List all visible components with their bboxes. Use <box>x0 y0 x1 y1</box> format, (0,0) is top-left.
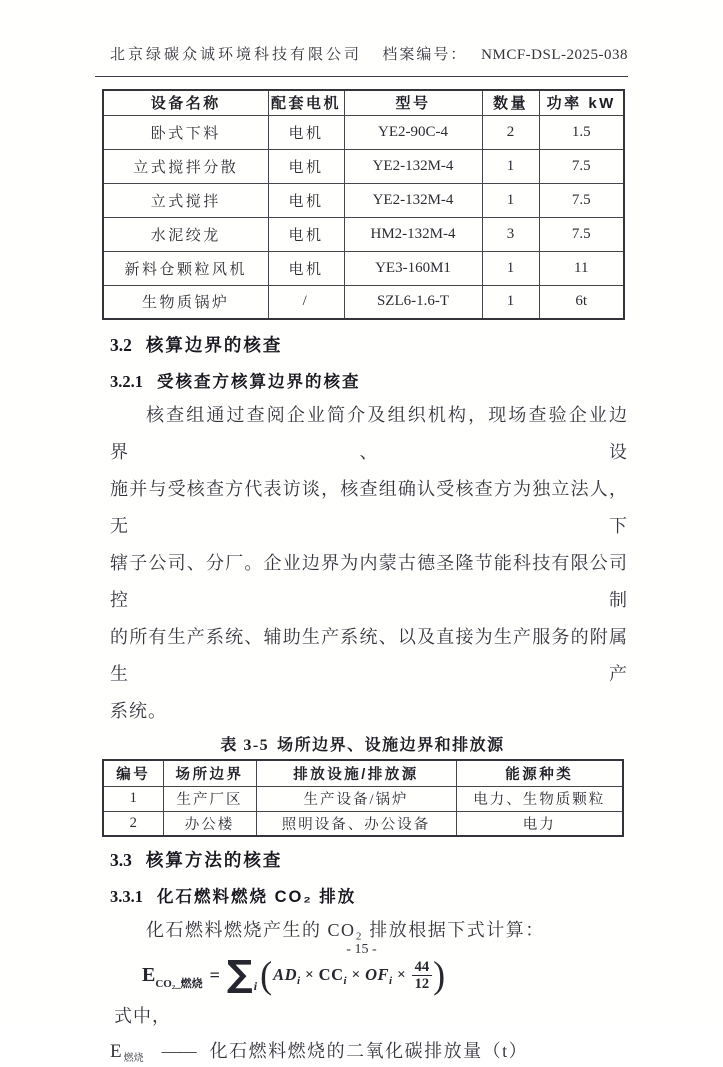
table-cell: 电机 <box>268 217 344 251</box>
formula-lhs <box>142 963 203 990</box>
equipment-table-header-row <box>103 90 624 115</box>
column-header: 设备名称 <box>103 90 268 115</box>
page-header <box>110 45 628 65</box>
formula-lhs-symbol: E <box>142 963 156 986</box>
table-cell: 立式搅拌分散 <box>103 149 268 183</box>
table-cell: 2 <box>103 811 163 836</box>
table-cell: 1 <box>103 786 163 811</box>
column-header: 场所边界 <box>163 760 256 786</box>
table-cell: 办公楼 <box>163 811 256 836</box>
section-number: 3.3 <box>110 850 132 870</box>
formula-term-ad <box>273 965 300 985</box>
header-rule <box>95 76 628 77</box>
table-row <box>103 251 624 285</box>
file-number-value: NMCF-DSL-2025-038 <box>481 47 628 63</box>
table-row <box>103 183 624 217</box>
table-cell: 照明设备、办公设备 <box>256 811 456 836</box>
table-cell: 1 <box>482 183 539 217</box>
page-number: - 15 - <box>346 942 377 957</box>
table-row <box>103 149 624 183</box>
section-number: 3.3.1 <box>110 887 143 906</box>
symbol-definition-line <box>110 1039 628 1067</box>
table-cell: YE2-132M-4 <box>344 149 482 183</box>
table-cell: 电机 <box>268 183 344 217</box>
section-heading-3-2 <box>110 334 628 356</box>
table-row <box>103 217 624 251</box>
paragraph-line: 辖子公司、分厂。企业边界为内蒙古德圣隆节能科技有限公司控制 <box>110 553 628 610</box>
table-cell: 电力 <box>456 811 623 836</box>
equipment-table-body <box>103 115 624 319</box>
table-cell: 7.5 <box>539 183 624 217</box>
table-cell: 1 <box>482 149 539 183</box>
definition-dash: —— <box>161 1041 196 1061</box>
section-heading-3-3-1 <box>110 886 628 908</box>
multiply-sign: × <box>305 966 314 983</box>
equipment-table <box>102 89 625 320</box>
table-cell: / <box>268 285 344 319</box>
table-row <box>103 786 623 811</box>
section-number: 3.2 <box>110 335 132 355</box>
table-cell: 电力、生物质颗粒 <box>456 786 623 811</box>
definition-symbol-subscript: 燃烧 <box>123 1053 144 1064</box>
table-cell: 电机 <box>268 251 344 285</box>
paragraph-line: 的所有生产系统、辅助生产系统、以及直接为生产服务的附属生产 <box>110 627 628 684</box>
header-company-name: 北京绿碳众诚环境科技有限公司 <box>110 47 363 63</box>
table-cell: 生物质锅炉 <box>103 285 268 319</box>
table-cell: 1 <box>482 285 539 319</box>
section-number: 3.2.1 <box>110 372 143 391</box>
fraction-numerator: 44 <box>412 959 433 976</box>
table-row <box>103 811 623 836</box>
paragraph-line: 施并与受核查方代表访谈，核查组确认受核查方为独立法人，无下 <box>110 479 628 536</box>
section-title: 核算边界的核查 <box>145 335 283 355</box>
boundary-table-head <box>103 760 623 786</box>
definition-symbol: E <box>110 1041 122 1062</box>
sigma-index: i <box>253 979 258 993</box>
formula-intro-text: 化石燃料燃烧产生的 CO₂ 排放根据下式计算： <box>146 920 545 940</box>
fraction-denominator: 12 <box>414 975 430 992</box>
boundary-verification-paragraph <box>110 397 628 730</box>
term-subscript: i <box>297 975 301 987</box>
summation-symbol <box>226 954 259 995</box>
section-heading-3-2-1 <box>110 371 628 393</box>
close-paren: ) <box>433 954 446 996</box>
file-number-label: 档案编号： <box>382 47 468 63</box>
section-title: 核算方法的核查 <box>145 850 283 870</box>
boundary-table-body <box>103 786 623 836</box>
section-heading-3-3 <box>110 849 628 871</box>
table-cell: 7.5 <box>539 217 624 251</box>
sigma-glyph: ∑ <box>226 954 253 995</box>
table-3-5-caption <box>102 736 623 756</box>
table-cell: 立式搅拌 <box>103 183 268 217</box>
table-cell: 卧式下料 <box>103 115 268 149</box>
table-cell: HM2-132M-4 <box>344 217 482 251</box>
column-header: 编号 <box>103 760 163 786</box>
multiply-sign: × <box>351 966 361 983</box>
open-paren: ( <box>260 954 273 996</box>
table-cell: 1.5 <box>539 115 624 149</box>
table-cell: 7.5 <box>539 149 624 183</box>
table-cell: SZL6-1.6-T <box>344 285 482 319</box>
column-header: 型号 <box>344 90 482 115</box>
table-cell: YE2-90C-4 <box>344 115 482 149</box>
table-cell: 电机 <box>268 149 344 183</box>
table-cell: 11 <box>539 251 624 285</box>
column-header: 配套电机 <box>268 90 344 115</box>
section-title: 化石燃料燃烧 CO₂ 排放 <box>157 888 357 906</box>
table-caption-title: 场所边界、设施边界和排放源 <box>277 737 505 754</box>
equipment-table-head <box>103 90 624 115</box>
multiply-sign: × <box>397 966 406 983</box>
table-cell: 生产厂区 <box>163 786 256 811</box>
boundary-emission-table <box>102 759 624 837</box>
table-cell: 2 <box>482 115 539 149</box>
file-number <box>382 45 628 65</box>
table-cell: 电机 <box>268 115 344 149</box>
term-base: AD <box>273 965 298 984</box>
where-label: 式中， <box>114 1006 171 1026</box>
table-cell: 生产设备/锅炉 <box>256 786 456 811</box>
column-header: 排放设施/排放源 <box>256 760 456 786</box>
formula-term-cc <box>319 965 347 985</box>
table-cell: 3 <box>482 217 539 251</box>
table-row <box>103 115 624 149</box>
term-base: CC <box>318 965 344 984</box>
fraction-44-12 <box>412 959 433 992</box>
table-cell: YE2-132M-4 <box>344 183 482 217</box>
table-cell: 1 <box>482 251 539 285</box>
paragraph-line: 系统。 <box>110 701 167 721</box>
formula-lhs-subscript: CO₂_燃烧 <box>155 977 203 990</box>
term-subscript: i <box>389 975 393 987</box>
section-title: 受核查方核算边界的核查 <box>157 373 361 391</box>
table-row <box>103 285 624 319</box>
column-header: 数量 <box>482 90 539 115</box>
column-header: 能源种类 <box>456 760 623 786</box>
table-caption-number: 表 3-5 <box>220 737 270 754</box>
term-base: OF <box>365 965 390 984</box>
equals-sign: = <box>209 964 220 985</box>
boundary-table-header-row <box>103 760 623 786</box>
term-subscript: i <box>343 975 347 987</box>
column-header: 功率 kW <box>539 90 624 115</box>
formula-term-of <box>365 965 392 985</box>
table-cell: YE3-160M1 <box>344 251 482 285</box>
definition-text: 化石燃料燃烧的二氧化碳排放量（t） <box>209 1041 529 1061</box>
paragraph-line: 核查组通过查阅企业简介及组织机构，现场查验企业边界、设 <box>110 405 628 462</box>
table-cell: 水泥绞龙 <box>103 217 268 251</box>
table-cell: 新料仓颗粒风机 <box>103 251 268 285</box>
table-cell: 6t <box>539 285 624 319</box>
